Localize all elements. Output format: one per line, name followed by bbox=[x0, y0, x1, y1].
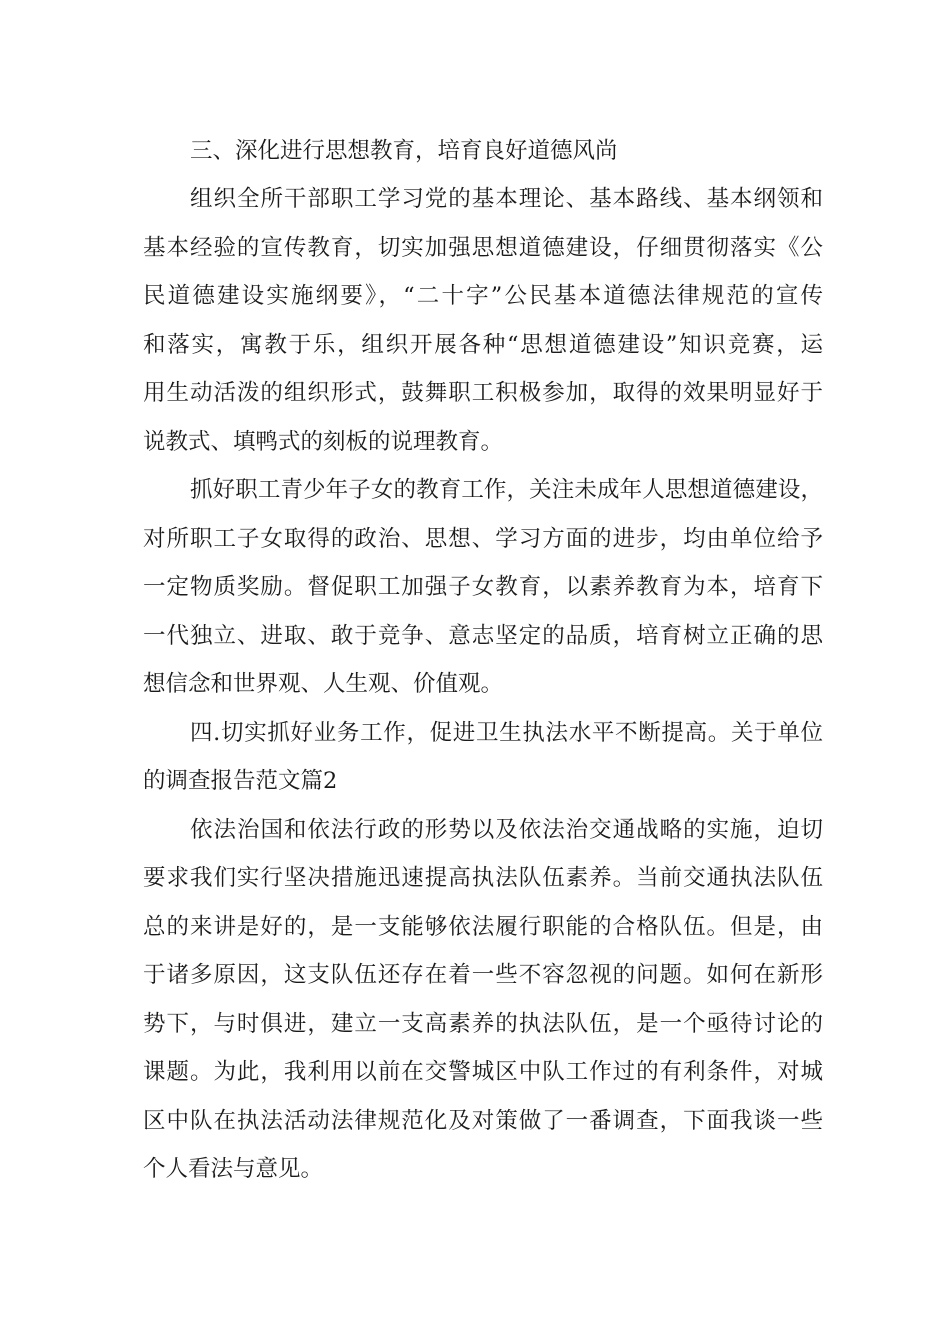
section-heading-4-cont: 的调查报告范文篇2 bbox=[143, 768, 338, 794]
paragraph-line: 个人看法与意见。 bbox=[143, 1156, 324, 1182]
paragraph-line: 于诸多原因，这支队伍还存在着一些不容忽视的问题。如何在新形 bbox=[143, 962, 823, 988]
paragraph-line: 想信念和世界观、人生观、价值观。 bbox=[143, 671, 504, 697]
section-heading-4: 四.切实抓好业务工作，促进卫生执法水平不断提高。关于单位 bbox=[190, 720, 823, 746]
paragraph-line: 依法治国和依法行政的形势以及依法治交通战略的实施，迫切 bbox=[190, 817, 823, 843]
section-heading-3: 三、深化进行思想教育，培育良好道德风尚 bbox=[190, 138, 618, 164]
paragraph-line: 说教式、填鸭式的刻板的说理教育。 bbox=[143, 429, 504, 455]
paragraph-line: 区中队在执法活动法律规范化及对策做了一番调查，下面我谈一些 bbox=[143, 1108, 823, 1134]
paragraph-line: 基本经验的宣传教育，切实加强思想道德建设，仔细贯彻落实《公 bbox=[143, 235, 823, 261]
paragraph-line: 对所职工子女取得的政治、思想、学习方面的进步，均由单位给予 bbox=[143, 526, 823, 552]
paragraph-line: 势下，与时俱进，建立一支高素养的执法队伍，是一个亟待讨论的 bbox=[143, 1011, 823, 1037]
paragraph-line: 一定物质奖励。督促职工加强子女教育，以素养教育为本，培育下 bbox=[143, 574, 823, 600]
paragraph-line: 和落实，寓教于乐，组织开展各种“思想道德建设”知识竞赛，运 bbox=[143, 332, 823, 358]
paragraph-line: 用生动活泼的组织形式，鼓舞职工积极参加，取得的效果明显好于 bbox=[143, 380, 823, 406]
paragraph-line: 总的来讲是好的，是一支能够依法履行职能的合格队伍。但是，由 bbox=[143, 914, 823, 940]
paragraph-line: 一代独立、进取、敢于竞争、意志坚定的品质，培育树立正确的思 bbox=[143, 623, 823, 649]
paragraph-line: 民道德建设实施纲要》，“二十字”公民基本道德法律规范的宣传 bbox=[143, 283, 823, 309]
paragraph-line: 抓好职工青少年子女的教育工作，关注未成年人思想道德建设， bbox=[190, 477, 823, 503]
paragraph-line: 课题。为此，我利用以前在交警城区中队工作过的有利条件，对城 bbox=[143, 1059, 823, 1085]
paragraph-line: 要求我们实行坚决措施迅速提高执法队伍素养。当前交通执法队伍 bbox=[143, 865, 823, 891]
paragraph-line: 组织全所干部职工学习党的基本理论、基本路线、基本纲领和 bbox=[190, 186, 823, 212]
